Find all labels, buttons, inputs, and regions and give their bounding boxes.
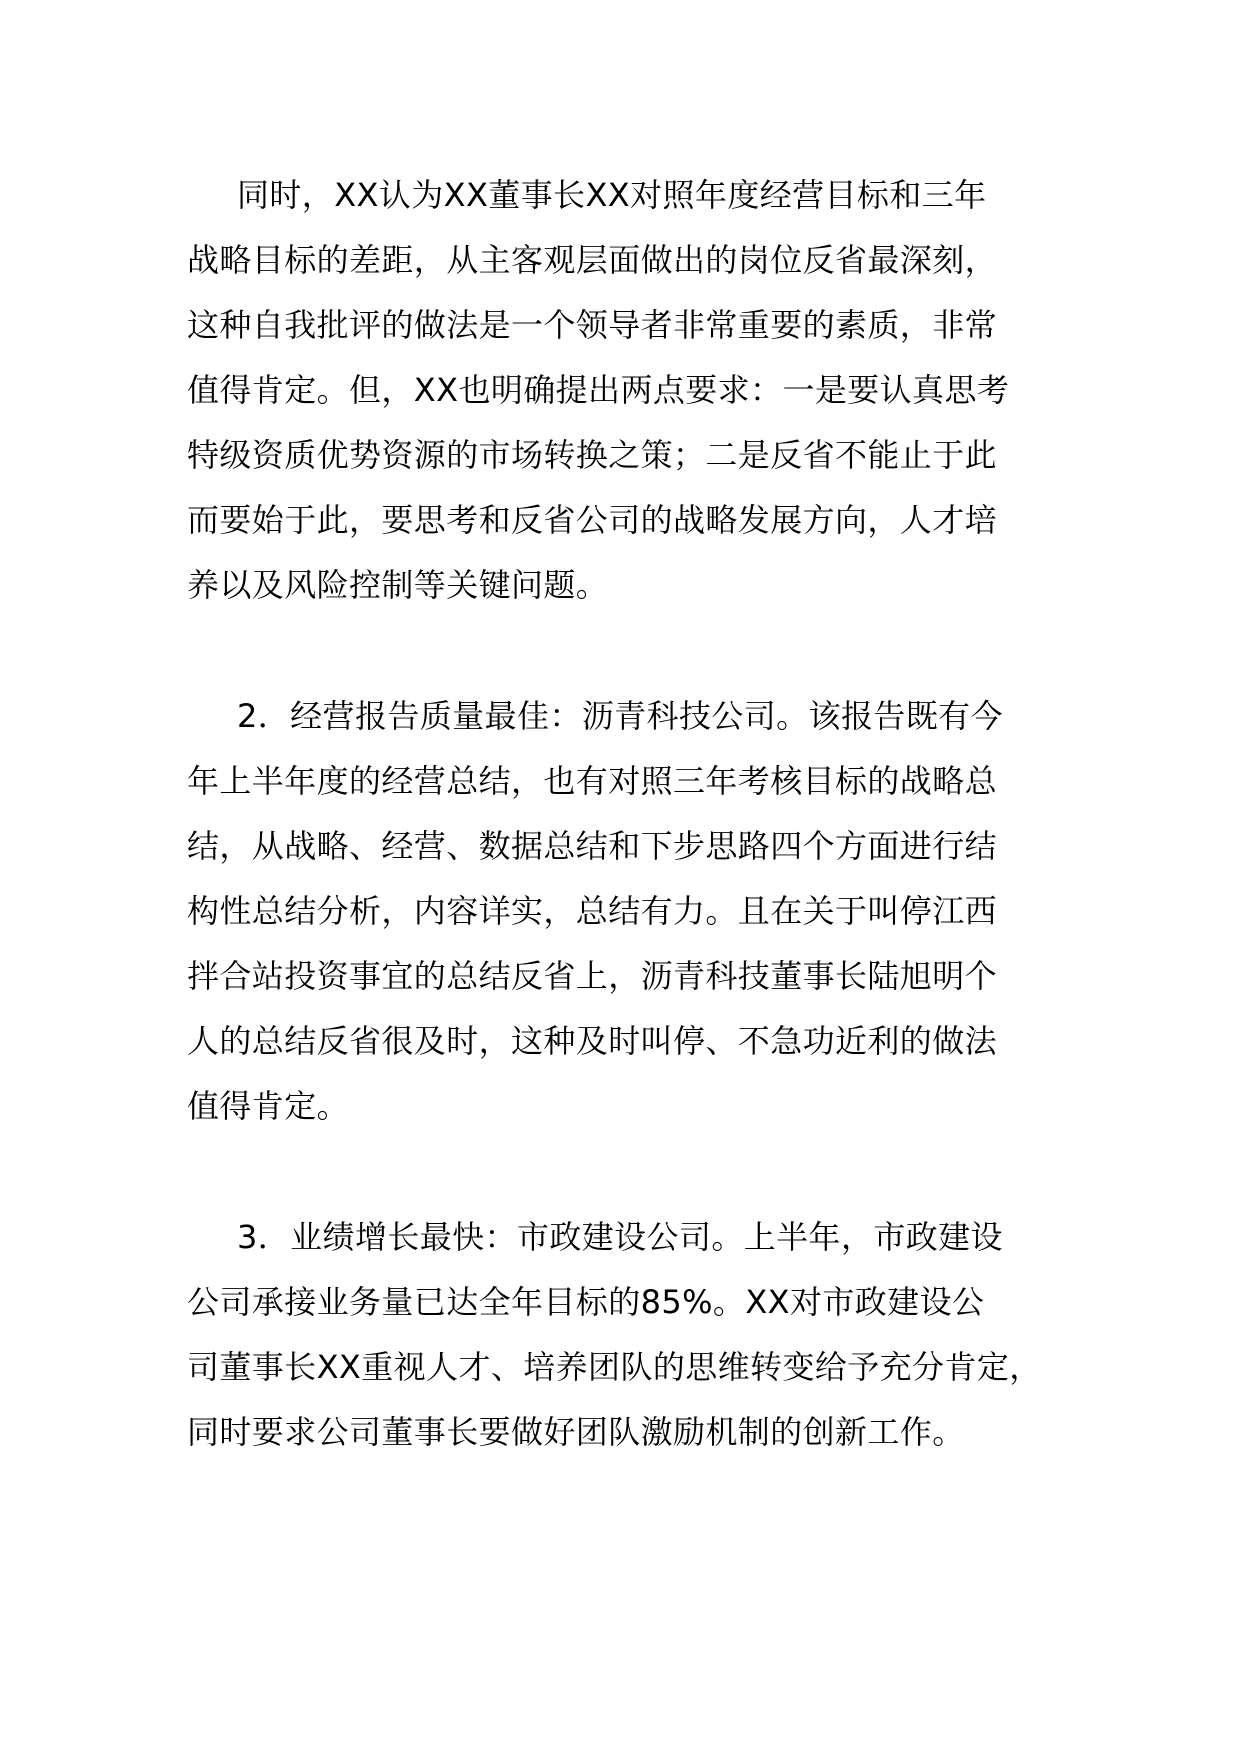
text-line: 年上半年度的经营总结，也有对照三年考核目标的战略总 xyxy=(187,762,998,800)
text-line: 构性总结分析，内容详实，总结有力。且在关于叫停江西 xyxy=(187,892,998,930)
text-line: 而要始于此，要思考和反省公司的战略发展方向，人才培 xyxy=(187,501,998,539)
document-body xyxy=(187,163,1087,1465)
text-line: 公司承接业务量已达全年目标的85%。XX对市政建设公 xyxy=(187,1283,985,1321)
text-line: 同时，XX认为XX董事长XX对照年度经营目标和三年 xyxy=(237,176,987,214)
paragraph-3 xyxy=(187,1205,1087,1465)
text-line: 2．经营报告质量最佳：沥青科技公司。该报告既有今 xyxy=(237,697,1003,735)
text-line: 拌合站投资事宜的总结反省上，沥青科技董事长陆旭明个 xyxy=(187,957,998,995)
text-line: 养以及风险控制等关键问题。 xyxy=(187,566,609,604)
text-line: 3．业绩增长最快：市政建设公司。上半年，市政建设 xyxy=(237,1218,1003,1256)
paragraph-spacer xyxy=(187,1139,1087,1205)
paragraph-1 xyxy=(187,163,1087,618)
text-line: 值得肯定。但，XX也明确提出两点要求：一是要认真思考 xyxy=(187,371,1010,409)
paragraph-2 xyxy=(187,684,1087,1139)
text-line: 值得肯定。 xyxy=(187,1087,350,1125)
text-line: 结，从战略、经营、数据总结和下步思路四个方面进行结 xyxy=(187,827,998,865)
text-line: 人的总结反省很及时，这种及时叫停、不急功近利的做法 xyxy=(187,1022,998,1060)
text-line: 特级资质优势资源的市场转换之策；二是反省不能止于此 xyxy=(187,436,998,474)
text-line: 司董事长XX重视人才、培养团队的思维转变给予充分肯定， xyxy=(187,1348,1042,1386)
text-line: 这种自我批评的做法是一个领导者非常重要的素质，非常 xyxy=(187,306,998,344)
text-line: 同时要求公司董事长要做好团队激励机制的创新工作。 xyxy=(187,1413,965,1451)
paragraph-spacer xyxy=(187,618,1087,684)
text-line: 战略目标的差距，从主客观层面做出的岗位反省最深刻， xyxy=(187,241,998,279)
